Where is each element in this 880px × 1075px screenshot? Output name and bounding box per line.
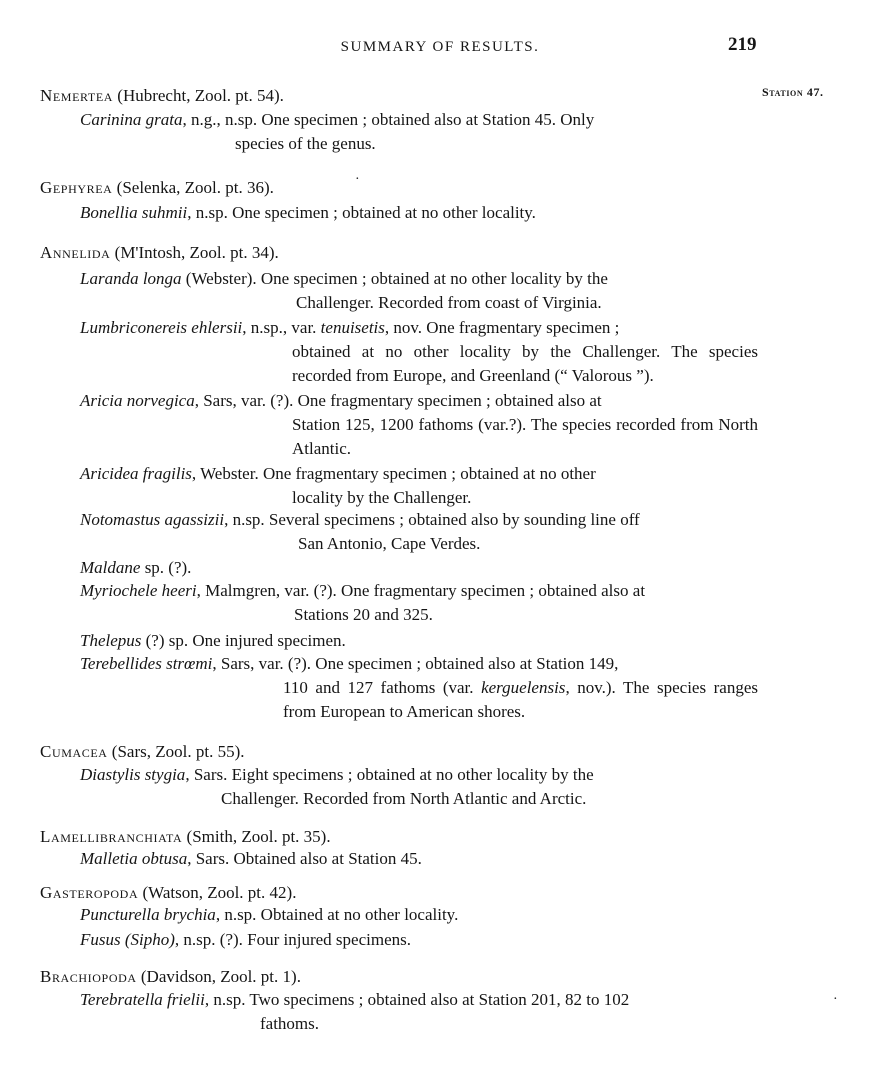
species-name: Maldane: [80, 558, 141, 577]
entry-malletia-obtusa: Malletia obtusa, Sars. Obtained also at Station 45.: [80, 849, 422, 868]
section-heading-annelida: Annelida (M'Intosh, Zool. pt. 34).: [40, 243, 279, 262]
entry-aricidea-fragilis: Aricidea fragilis, Webster. One fragmentary specimen ; obtained at no other locality by the Challenger.: [80, 464, 596, 507]
entry-laranda-longa: Laranda longa (Webster). One specimen ; obtained at no other locality by the Challenger. Recorded from coast of Virginia.: [80, 269, 608, 312]
species-name: Laranda longa: [80, 269, 182, 288]
species-name: Malletia obtusa: [80, 849, 188, 868]
species-name: Puncturella brychia: [80, 905, 216, 924]
species-name: Aricia norvegica: [80, 391, 195, 410]
species-name: Carinina grata: [80, 110, 183, 129]
entry-carinina-grata: Carinina grata, n.g., n.sp. One specimen ; obtained also at Station 45. Only species of the genus.: [80, 110, 595, 153]
entry-thelepus: Thelepus (?) sp. One injured specimen.: [80, 631, 346, 650]
entry-terebellides-stroemi: Terebellides strœmi, Sars, var. (?). One specimen ; obtained also at Station 149, 110 and 127 fathoms (var. kerguelensis, nov.). The species ranges from European to American shores.: [80, 654, 758, 721]
species-name: Lumbriconereis ehlersii: [80, 318, 243, 337]
species-name: Bonellia suhmii: [80, 203, 188, 222]
species-name: Fusus (Sipho): [80, 930, 175, 949]
entry-notomastus-agassizii: Notomastus agassizii, n.sp. Several specimens ; obtained also by sounding line off San Antonio, Cape Verdes.: [80, 510, 640, 553]
entry-maldane: Maldane sp. (?).: [80, 558, 192, 577]
page-number: 219: [728, 34, 757, 55]
species-name: Thelepus: [80, 631, 142, 650]
species-name: Myriochele heeri: [80, 581, 197, 600]
entry-bonellia-suhmii: Bonellia suhmii, n.sp. One specimen ; obtained at no other locality.: [80, 203, 536, 222]
entry-lumbriconereis-ehlersii: Lumbriconereis ehlersii, n.sp., var. tenuisetis, nov. One fragmentary specimen ; obtained at no other locality by the Challenger. The species recorded from Europe, and Greenland (“ Valorous ”).: [80, 318, 758, 385]
entry-terebratella-frielii: Terebratella frielii, n.sp. Two specimens ; obtained also at Station 201, 82 to 102 fathoms.: [80, 990, 630, 1033]
section-heading-gephyrea: Gephyrea (Selenka, Zool. pt. 36).: [40, 178, 274, 197]
section-heading-gasteropoda: Gasteropoda (Watson, Zool. pt. 42).: [40, 883, 297, 902]
section-heading-cumacea: Cumacea (Sars, Zool. pt. 55).: [40, 742, 245, 761]
entry-diastylis-stygia: Diastylis stygia, Sars. Eight specimens ; obtained at no other locality by the Challenger. Recorded from North Atlantic and Arctic.: [80, 765, 594, 808]
station-margin-note: Station 47.: [762, 85, 824, 99]
species-name: Aricidea fragilis: [80, 464, 192, 483]
print-speck: ·: [355, 172, 360, 187]
print-speck: ·: [833, 992, 838, 1007]
species-name: Diastylis stygia: [80, 765, 186, 784]
species-name: Terebratella frielii: [80, 990, 205, 1009]
running-title: SUMMARY OF RESULTS.: [340, 39, 540, 55]
species-name: Terebellides strœmi: [80, 654, 213, 673]
section-heading-nemertea: Nemertea (Hubrecht, Zool. pt. 54).: [40, 86, 284, 105]
entry-fusus-sipho: Fusus (Sipho), n.sp. (?). Four injured specimens.: [80, 930, 411, 949]
section-heading-lamellibranchiata: Lamellibranchiata (Smith, Zool. pt. 35).: [40, 827, 331, 846]
section-heading-brachiopoda: Brachiopoda (Davidson, Zool. pt. 1).: [40, 967, 301, 986]
entry-aricia-norvegica: Aricia norvegica, Sars, var. (?). One fragmentary specimen ; obtained also at Station 125, 1200 fathoms (var.?). The species recorded from North Atlantic.: [80, 391, 758, 458]
entry-puncturella-brychia: Puncturella brychia, n.sp. Obtained at no other locality.: [80, 905, 459, 924]
entry-myriochele-heeri: Myriochele heeri, Malmgren, var. (?). One fragmentary specimen ; obtained also at Stations 20 and 325.: [80, 581, 646, 624]
species-name: Notomastus agassizii: [80, 510, 225, 529]
